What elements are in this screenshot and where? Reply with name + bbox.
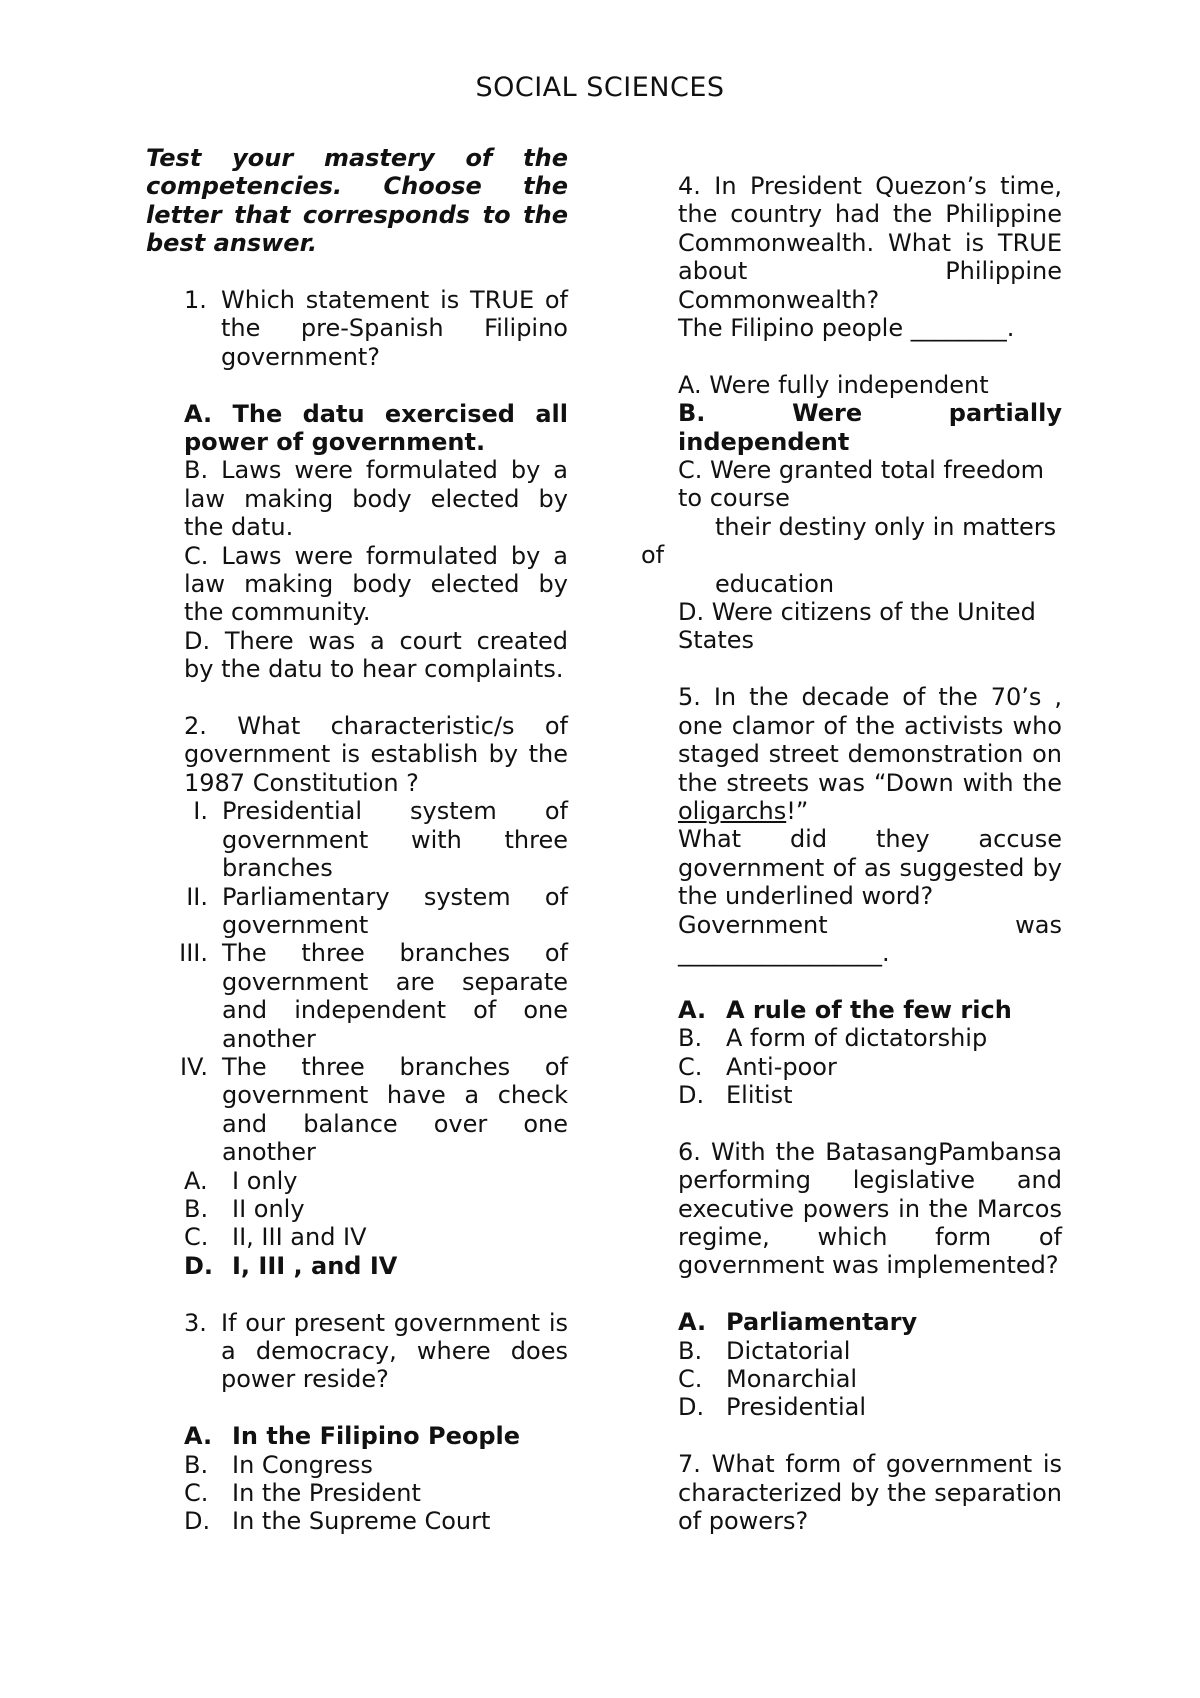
- option-letter: D.: [184, 1251, 214, 1280]
- question-5-text-end: !”: [786, 796, 809, 825]
- option-letter: A.: [678, 995, 707, 1024]
- option-text: II only: [232, 1194, 305, 1223]
- option-text: Anti-poor: [726, 1052, 837, 1081]
- q2-option-c: [184, 1223, 568, 1251]
- q2-roman-item: [184, 883, 568, 940]
- option-letter: D.: [678, 1393, 705, 1422]
- option-text: Parliamentary: [726, 1308, 918, 1337]
- question-5-blank: _________________.: [678, 938, 890, 967]
- question-4-stem: The Filipino people ________.: [678, 314, 1015, 343]
- question-1-number: 1.: [184, 286, 207, 315]
- q1-option-c: C. Laws were formulated by a law making body elected by the community.: [184, 541, 568, 627]
- option-letter: C.: [678, 1052, 703, 1081]
- option-text: A rule of the few rich: [726, 995, 1012, 1024]
- underlined-word: oligarchs: [678, 796, 787, 825]
- q2-options: [184, 1167, 568, 1281]
- instructions: Test your mastery of the competencies. Choose the letter that corresponds to the best answer.: [146, 144, 568, 258]
- q5-option-c: [678, 1053, 1062, 1081]
- option-letter: B.: [678, 1336, 703, 1365]
- q2-roman-item: [184, 797, 568, 882]
- option-letter: D.: [184, 1507, 211, 1536]
- q6-options: [678, 1308, 1062, 1422]
- q1-option-b: B. Laws were formulated by a law making body elected by the datu.: [184, 456, 568, 542]
- q3-option-b: [184, 1451, 568, 1479]
- option-text: Presidential: [726, 1393, 866, 1422]
- option-letter: C.: [678, 1364, 703, 1393]
- q2-roman-item: [179, 1052, 568, 1167]
- question-3-text: If our present government is a democracy, where does power reside?: [221, 1308, 568, 1394]
- stem-word: Government: [678, 910, 828, 939]
- q2-option-d: [184, 1252, 568, 1280]
- q6-option-c: [678, 1365, 1062, 1393]
- option-letter: B.: [678, 1024, 703, 1053]
- q3-option-d: [184, 1507, 568, 1535]
- option-letter: C.: [184, 1223, 209, 1252]
- option-text: Elitist: [726, 1080, 793, 1109]
- roman-numeral: I.: [193, 797, 208, 826]
- question-1: [179, 286, 568, 1536]
- option-text: I only: [232, 1166, 298, 1195]
- q4-option-c-line2: their destiny only in matters: [715, 512, 1057, 541]
- roman-text: The three branches of government have a check and balance over one another: [222, 1052, 568, 1167]
- q4-option-d: D. Were citizens of the United States: [678, 598, 1036, 655]
- option-letter: A.: [678, 1308, 707, 1337]
- q4-option-a: A. Were fully independent: [678, 370, 989, 399]
- question-1-stem: [184, 286, 568, 371]
- roman-text: Parliamentary system of government: [222, 882, 568, 939]
- option-text: In the President: [232, 1479, 421, 1508]
- option-text: Monarchial: [726, 1364, 858, 1393]
- option-text: In the Filipino People: [232, 1422, 521, 1451]
- option-text: II, III and IV: [232, 1223, 367, 1252]
- option-text: A form of dictatorship: [726, 1024, 988, 1053]
- page-title: SOCIAL SCIENCES: [475, 72, 725, 103]
- question-5-text-2: What did they accuse government of as suggested by the underlined word?: [678, 825, 1062, 911]
- q4-option-c-line3: of: [641, 541, 665, 570]
- q1-option-d: D. There was a court created by the datu to hear complaints.: [184, 626, 568, 684]
- option-letter: C.: [184, 1479, 209, 1508]
- question-7-text: 7. What form of government is characterized by the separation of powers?: [678, 1450, 1062, 1535]
- q5-option-d: [678, 1081, 1062, 1109]
- left-column: [146, 144, 568, 1536]
- option-text: In the Supreme Court: [232, 1507, 491, 1536]
- option-text: I, III , and IV: [232, 1251, 398, 1280]
- question-4-text: 4. In President Quezon’s time, the country had the Philippine Commonwealth. What is TRUE about Philippine Commonwealth?: [678, 172, 1062, 314]
- q2-roman-list: [179, 797, 568, 1167]
- q6-option-d: [678, 1393, 1062, 1421]
- q1-option-a: A. The datu exercised all power of government.: [184, 399, 568, 457]
- q5-option-a: [678, 996, 1062, 1024]
- question-5-text-start: 5. In the decade of the 70’s , one clamor of the activists who staged street demonstration on the streets was “Down with the: [678, 683, 1062, 797]
- roman-numeral: III.: [179, 939, 208, 968]
- roman-numeral: IV.: [179, 1052, 208, 1081]
- option-text: Dictatorial: [726, 1336, 851, 1365]
- question-1-text: Which statement is TRUE of the pre-Spanish Filipino government?: [221, 286, 568, 371]
- question-5-text: [678, 683, 1062, 825]
- question-6-text: 6. With the BatasangPambansa performing legislative and executive powers in the Marcos regime, which form of government was implemented?: [678, 1137, 1062, 1280]
- q4-option-c-line4: education: [715, 569, 835, 598]
- q4-option-b: B. Were partially independent: [678, 399, 1062, 456]
- q4-option-c: C. Were granted total freedom to course: [678, 456, 1045, 513]
- q6-option-b: [678, 1337, 1062, 1365]
- stem-word: was: [1015, 910, 1062, 939]
- roman-text: The three branches of government are separate and independent of one another: [222, 939, 568, 1053]
- q2-option-b: [184, 1195, 568, 1223]
- option-letter: A.: [184, 1422, 213, 1451]
- option-letter: D.: [678, 1080, 705, 1109]
- option-letter: B.: [184, 1450, 209, 1479]
- question-2-text: 2. What characteristic/s of government is establish by the 1987 Constitution ?: [184, 712, 568, 797]
- q3-options: [184, 1422, 568, 1536]
- question-5-stem: [678, 911, 1062, 939]
- right-column: [641, 172, 1062, 1535]
- q6-option-a: [678, 1308, 1062, 1336]
- q2-roman-item: [179, 939, 568, 1053]
- option-text: In Congress: [232, 1450, 373, 1479]
- q2-option-a: [184, 1167, 568, 1195]
- question-3-number: 3.: [184, 1308, 207, 1337]
- roman-text: Presidential system of government with three branches: [222, 797, 568, 883]
- roman-numeral: II.: [186, 882, 208, 911]
- q5-option-b: [678, 1024, 1062, 1052]
- q5-options: [678, 996, 1062, 1110]
- question-3-stem: [184, 1309, 568, 1394]
- option-letter: A.: [184, 1166, 208, 1195]
- q3-option-c: [184, 1479, 568, 1507]
- option-letter: B.: [184, 1194, 209, 1223]
- q3-option-a: [184, 1422, 568, 1450]
